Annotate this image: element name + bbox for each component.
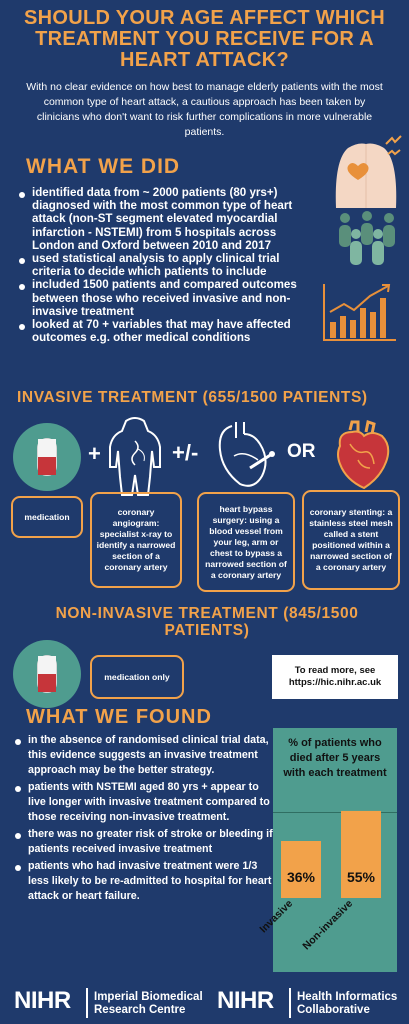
list-item: used statistical analysis to apply clinical trial criteria to decide which patients to include: [18, 252, 318, 278]
chart-title: % of patients who died after 5 years with each treatment: [283, 737, 387, 779]
medication-only-box: medication only: [90, 655, 184, 699]
list-item: patients who had invasive treatment were 1/3 less likely to be re-admitted to hospital for heart attack or heart failure.: [14, 859, 276, 904]
read-more-box: [272, 655, 398, 699]
patient-chest-pain-icon: [328, 130, 404, 210]
rising-chart-icon: [320, 282, 398, 344]
plus-minus-sign: +/-: [172, 440, 199, 465]
angiogram-box: coronary angiogram: specialist x-ray to identify a narrowed section of a coronary artery: [90, 492, 182, 588]
bypass-heart-icon: [214, 420, 278, 492]
bar-value-label: 36%: [286, 869, 316, 885]
nihr-logo-left: NIHR: [14, 987, 71, 1014]
list-item: identified data from ~ 2000 patients (80 yrs+) diagnosed with the most common type of heart attack (non-ST segment elevated myocardial infarction - NSTEMI) from 5 hospitals across London and Oxford between 2010 and 2017: [18, 186, 318, 252]
list-item: there was no greater risk of stroke or bleeding if patients received invasive treatment: [14, 827, 276, 857]
medication-only-circle: [13, 640, 81, 708]
plus-sign: +: [88, 441, 101, 466]
page-title: SHOULD YOUR AGE AFFECT WHICH TREATMENT YOU RECEIVE FOR A HEART ATTACK?: [24, 7, 385, 71]
category-label: Non-invasive: [300, 897, 356, 953]
what-we-found-heading: WHAT WE FOUND: [26, 706, 212, 728]
medication-circle: [13, 423, 81, 491]
anatomical-heart-icon: [330, 420, 394, 490]
pill-icon: [37, 655, 57, 693]
bar-value-label: 55%: [346, 869, 376, 885]
logo-divider: [289, 988, 291, 1018]
angiogram-body-icon: [104, 417, 166, 497]
what-we-did-list: [18, 186, 318, 344]
list-item: looked at 70 + variables that may have affected outcomes e.g. other medical conditions: [18, 318, 318, 344]
or-label: OR: [287, 441, 316, 462]
category-label: Invasive: [257, 897, 296, 936]
nihr-logo-right: NIHR: [217, 987, 274, 1014]
list-item: patients with NSTEMI aged 80 yrs + appear to live longer with invasive treatment compared to those receiving non-invasive treatment.: [14, 780, 276, 825]
chart-plot: [257, 728, 397, 972]
intro-text: With no clear evidence on how best to manage elderly patients with the most common type of heart attack, a cautious approach has been taken by clinicians who don't want to risk further complications in more vulnerable patients.: [26, 81, 383, 138]
bypass-box: heart bypass surgery: using a blood vessel from your leg, arm or chest to bypass a narrowed section of a coronary artery: [197, 492, 295, 592]
medication-box: medication: [11, 496, 83, 538]
noninvasive-heading: NON-INVASIVE TREATMENT (845/1500 PATIENTS): [55, 605, 359, 639]
what-we-found-list: [14, 733, 276, 906]
stenting-box: coronary stenting: a stainless steel mesh called a stent positioned within a narrowed section of a coronary artery: [302, 490, 400, 590]
what-we-did-heading: WHAT WE DID: [26, 155, 181, 178]
footer: [0, 980, 409, 1024]
logo-divider: [86, 988, 88, 1018]
list-item: included 1500 patients and compared outcomes between those who received invasive and non-invasive treatment: [18, 278, 318, 318]
read-more-text: To read more, see https://hic.nihr.ac.uk: [288, 665, 382, 688]
list-item: in the absence of randomised clinical trial data, this evidence suggests an invasive treatment approach may be the better strategy.: [14, 733, 276, 778]
imperial-brc-name: Imperial Biomedical Research Centre: [94, 991, 203, 1016]
patient-group-icon: [330, 208, 404, 268]
hic-name: Health Informatics Collaborative: [297, 991, 398, 1016]
mortality-chart: [257, 728, 397, 972]
invasive-heading: INVASIVE TREATMENT (655/1500 PATIENTS): [17, 389, 368, 406]
pill-icon: [37, 438, 57, 476]
